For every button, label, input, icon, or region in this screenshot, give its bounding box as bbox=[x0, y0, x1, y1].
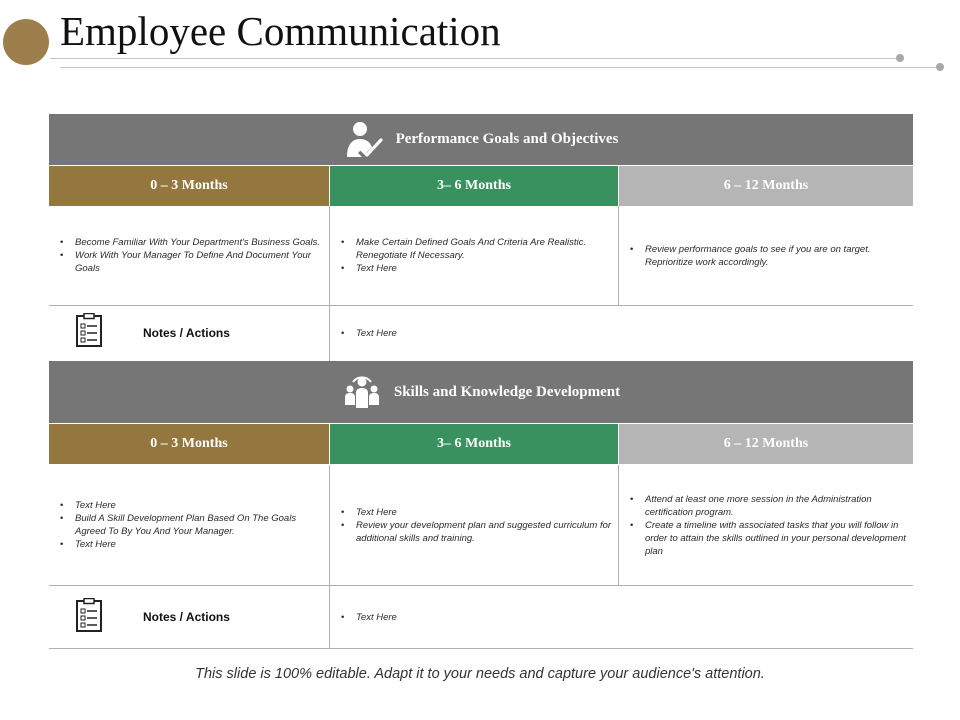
list-item: • Work With Your Manager To Define And Document Your Goals bbox=[75, 249, 323, 275]
rule-end-dot bbox=[896, 54, 904, 62]
list-item: • Review performance goals to see if you are on target. Reprioritize work accordingly. bbox=[645, 243, 907, 269]
rule-end-dot bbox=[936, 63, 944, 71]
title-rule-upper bbox=[50, 58, 900, 59]
list-item: • Text Here bbox=[75, 499, 323, 512]
title-rule-lower bbox=[60, 67, 940, 68]
section-band-skills bbox=[49, 361, 913, 423]
skills-cell-3-6 bbox=[330, 465, 618, 585]
list-item: • Make Certain Defined Goals And Criteria Are Realistic. Renegotiate If Necessary. bbox=[356, 236, 612, 262]
checklist-icon bbox=[75, 598, 103, 637]
notes-actions-label: Notes / Actions bbox=[143, 326, 230, 340]
list-item: • Create a timeline with associated tasks that you will follow in order to attain the skills outlined in your personal development plan bbox=[645, 519, 907, 558]
list-item: • Text Here bbox=[75, 538, 323, 551]
list-item: • Build A Skill Development Plan Based On The Goals Agreed To By You And Your Manager. bbox=[75, 512, 323, 538]
team-group-icon bbox=[342, 372, 382, 412]
notes-actions-label: Notes / Actions bbox=[143, 610, 230, 624]
page-title: Employee Communication bbox=[60, 8, 501, 54]
period-header-3-6: 3– 6 Months bbox=[330, 424, 618, 464]
list-item: • Text Here bbox=[356, 327, 397, 340]
user-check-icon bbox=[344, 120, 384, 160]
list-item: • Attend at least one more session in the Administration certification program. bbox=[645, 493, 907, 519]
notes-cell bbox=[330, 586, 913, 648]
period-header-3-6: 3– 6 Months bbox=[330, 166, 618, 206]
accent-circle bbox=[3, 19, 49, 65]
checklist-icon bbox=[75, 313, 103, 352]
list-item: • Text Here bbox=[356, 262, 612, 275]
period-header-0-3: 0 – 3 Months bbox=[49, 424, 329, 464]
list-item: • Become Familiar With Your Department's Business Goals. bbox=[75, 236, 323, 249]
notes-cell bbox=[330, 306, 913, 361]
list-item: • Text Here bbox=[356, 506, 612, 519]
list-item: • Review your development plan and suggested curriculum for additional skills and training. bbox=[356, 519, 612, 545]
skills-cell-6-12 bbox=[619, 465, 913, 585]
skills-cell-0-3 bbox=[49, 465, 329, 585]
table-bottom-border bbox=[49, 648, 913, 649]
section-title: Skills and Knowledge Development bbox=[393, 383, 621, 400]
footer-note: This slide is 100% editable. Adapt it to your needs and capture your audience's attention. bbox=[195, 666, 765, 682]
section-title: Performance Goals and Objectives bbox=[395, 131, 619, 147]
section-band-performance bbox=[49, 114, 913, 165]
column-divider bbox=[618, 206, 619, 305]
goals-cell-0-3 bbox=[49, 206, 329, 305]
period-header-0-3: 0 – 3 Months bbox=[49, 166, 329, 206]
goals-cell-3-6 bbox=[330, 206, 618, 305]
period-header-6-12: 6 – 12 Months bbox=[619, 166, 913, 206]
list-item: • Text Here bbox=[356, 611, 397, 624]
period-header-6-12: 6 – 12 Months bbox=[619, 424, 913, 464]
column-divider bbox=[618, 465, 619, 585]
goals-cell-6-12 bbox=[619, 206, 913, 305]
